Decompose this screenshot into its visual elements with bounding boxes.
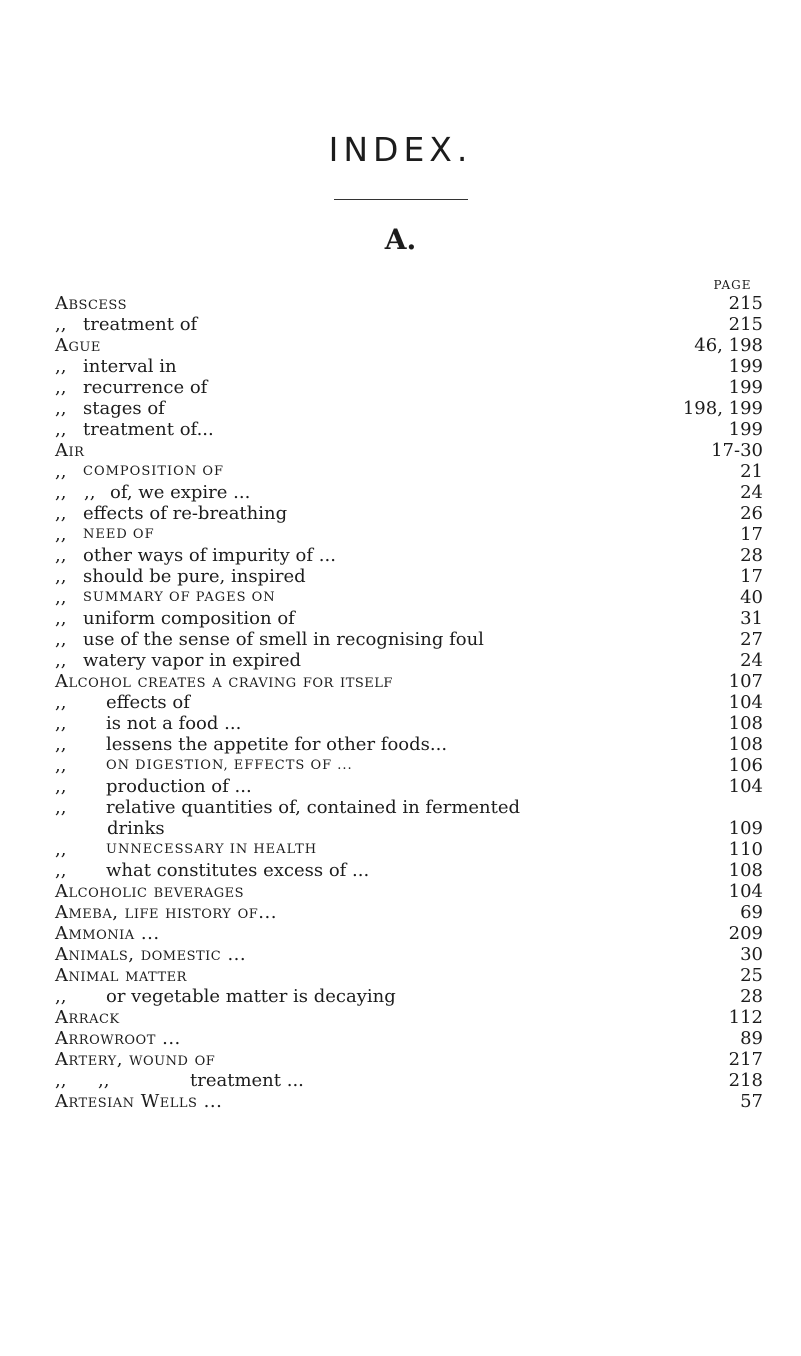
entry-page-number: 215 [728, 293, 763, 314]
ditto-mark: ,, [55, 377, 67, 398]
entry-page-number: 108 [728, 734, 763, 755]
entry-page-number: 198, 199 [682, 398, 763, 419]
section-letter: A. [384, 223, 417, 256]
index-entry [0, 608, 801, 629]
entry-text: ON DIGESTION, EFFECTS OF ... [106, 758, 353, 773]
index-entry [0, 335, 801, 356]
entry-text: relative quantities of, contained in fermented [106, 797, 521, 818]
entry-page-number: 218 [728, 1070, 763, 1091]
entry-text: should be pure, inspired [83, 566, 306, 587]
entry-page-number: 26 [740, 503, 763, 524]
index-entry [0, 587, 801, 608]
entry-page-number: 24 [740, 650, 763, 671]
entry-page-number: 107 [728, 671, 763, 692]
entry-page-number: 25 [740, 965, 763, 986]
ditto-mark: ,, [55, 566, 67, 587]
entry-text: is not a food ... [106, 713, 242, 734]
entry-text: uniform composition of [83, 608, 295, 629]
entry-page-number: 69 [740, 902, 763, 923]
ditto-mark: ,, [55, 755, 67, 776]
ditto-mark: ,, [55, 839, 67, 860]
entry-text: interval in [83, 356, 177, 377]
entry-page-number: 17 [740, 524, 763, 545]
entry-text: SUMMARY OF PAGES ON [83, 590, 276, 605]
ditto-mark: ,, [55, 629, 67, 650]
index-entry [0, 1007, 801, 1028]
index-entry [0, 944, 801, 965]
ditto-mark: ,, [55, 1070, 67, 1091]
ditto-mark: ,, [55, 314, 67, 335]
entry-text: Artery, wound of [55, 1049, 216, 1070]
index-entry [0, 440, 801, 461]
entry-text: Animals, domestic ... [55, 944, 247, 965]
index-entry [0, 881, 801, 902]
ditto-mark: ,, [55, 986, 67, 1007]
entry-page-number: 106 [728, 755, 763, 776]
index-entry [0, 734, 801, 755]
entry-text: production of ... [106, 776, 252, 797]
entry-page-number: 108 [728, 713, 763, 734]
entry-page-number: 57 [740, 1091, 763, 1112]
index-entry [0, 713, 801, 734]
entry-text: UNNECESSARY IN HEALTH [106, 842, 318, 857]
entry-text: Arrack [55, 1007, 120, 1028]
index-entry [0, 566, 801, 587]
ditto-mark: ,, [55, 650, 67, 671]
entry-page-number: 199 [728, 419, 763, 440]
index-entry [0, 818, 801, 839]
entry-page-number: 209 [728, 923, 763, 944]
index-entry [0, 377, 801, 398]
index-entry [0, 461, 801, 482]
index-entry [0, 797, 801, 818]
entry-text: or vegetable matter is decaying [106, 986, 396, 1007]
entry-page-number: 40 [740, 587, 763, 608]
index-entry [0, 545, 801, 566]
entry-page-number: 17-30 [711, 440, 763, 461]
ditto-mark: ,, [55, 461, 67, 482]
entry-text: Alcohol creates a craving for itself [55, 671, 393, 692]
entry-text: of, we expire ... [110, 482, 251, 503]
entry-page-number: 24 [740, 482, 763, 503]
entry-page-number: 110 [728, 839, 763, 860]
ditto-mark: ,, [55, 860, 67, 881]
entry-page-number: 89 [740, 1028, 763, 1049]
ditto-mark: ,, [55, 776, 67, 797]
title-divider [334, 199, 468, 200]
entry-text: Artesian Wells ... [55, 1091, 223, 1112]
ditto-mark: ,, [55, 608, 67, 629]
index-entry [0, 860, 801, 881]
index-entry [0, 482, 801, 503]
index-entry [0, 419, 801, 440]
entry-text: Ameba, life history of... [55, 902, 277, 923]
entry-page-number: 109 [728, 818, 763, 839]
entry-text: recurrence of [83, 377, 208, 398]
entry-text: treatment of [83, 314, 198, 335]
entry-page-number: 112 [728, 1007, 763, 1028]
entry-text: other ways of impurity of ... [83, 545, 336, 566]
entry-page-number: 46, 198 [694, 335, 763, 356]
entry-page-number: 31 [740, 608, 763, 629]
ditto-mark: ,, [55, 482, 67, 503]
index-entry [0, 986, 801, 1007]
entry-page-number: 104 [728, 776, 763, 797]
entry-text: lessens the appetite for other foods... [106, 734, 448, 755]
index-entry [0, 671, 801, 692]
entry-text: Ague [55, 335, 101, 356]
index-entry [0, 1049, 801, 1070]
ditto-mark: ,, [55, 797, 67, 818]
entry-page-number: 217 [728, 1049, 763, 1070]
entry-text: Animal matter [55, 965, 187, 986]
entry-text: Air [55, 440, 85, 461]
index-entry [0, 755, 801, 776]
entry-page-number: 28 [740, 986, 763, 1007]
index-entry [0, 293, 801, 314]
ditto-mark: ,, [55, 545, 67, 566]
index-entry [0, 314, 801, 335]
index-entry [0, 839, 801, 860]
entry-text: drinks [107, 818, 165, 839]
entry-page-number: 28 [740, 545, 763, 566]
index-entry [0, 1028, 801, 1049]
entry-page-number: 108 [728, 860, 763, 881]
entry-text: effects of [106, 692, 190, 713]
entry-text: NEED OF [83, 527, 155, 542]
entry-text: treatment of... [83, 419, 214, 440]
index-entry [0, 923, 801, 944]
ditto-mark: ,, [55, 356, 67, 377]
index-entry [0, 965, 801, 986]
entry-text: stages of [83, 398, 165, 419]
index-entry [0, 650, 801, 671]
entry-page-number: 17 [740, 566, 763, 587]
entry-page-number: 21 [740, 461, 763, 482]
ditto-mark: ,, [55, 419, 67, 440]
index-entry [0, 1070, 801, 1091]
entry-text: what constitutes excess of ... [106, 860, 370, 881]
index-entry [0, 629, 801, 650]
page-column-header: PAGE [713, 278, 752, 292]
ditto-mark: ,, [55, 524, 67, 545]
index-entry [0, 356, 801, 377]
entry-page-number: 104 [728, 881, 763, 902]
ditto-mark: ,, [55, 503, 67, 524]
index-entry [0, 1091, 801, 1112]
ditto-mark: ,, [55, 692, 67, 713]
index-entry [0, 398, 801, 419]
index-entry [0, 902, 801, 923]
entry-page-number: 30 [740, 944, 763, 965]
ditto-mark: ,, [55, 398, 67, 419]
ditto-mark: ,, [55, 587, 67, 608]
entry-text: treatment ... [190, 1070, 304, 1091]
entry-text: effects of re-breathing [83, 503, 288, 524]
entry-page-number: 104 [728, 692, 763, 713]
ditto-mark: ,, [98, 1070, 110, 1091]
ditto-mark: ,, [84, 482, 96, 503]
index-entry [0, 524, 801, 545]
entry-text: Abscess [55, 293, 127, 314]
entry-page-number: 199 [728, 356, 763, 377]
index-entry [0, 692, 801, 713]
entry-page-number: 215 [728, 314, 763, 335]
entry-text: Ammonia ... [55, 923, 160, 944]
entry-text: Alcoholic beverages [55, 881, 245, 902]
index-entries [0, 293, 801, 1112]
index-entry [0, 776, 801, 797]
entry-page-number: 199 [728, 377, 763, 398]
ditto-mark: ,, [55, 734, 67, 755]
ditto-mark: ,, [55, 713, 67, 734]
page-title: INDEX. [328, 130, 473, 169]
index-entry [0, 503, 801, 524]
entry-text: use of the sense of smell in recognising foul [83, 629, 484, 650]
entry-text: COMPOSITION OF [83, 464, 225, 479]
entry-text: Arrowroot ... [55, 1028, 181, 1049]
entry-page-number: 27 [740, 629, 763, 650]
entry-text: watery vapor in expired [83, 650, 302, 671]
